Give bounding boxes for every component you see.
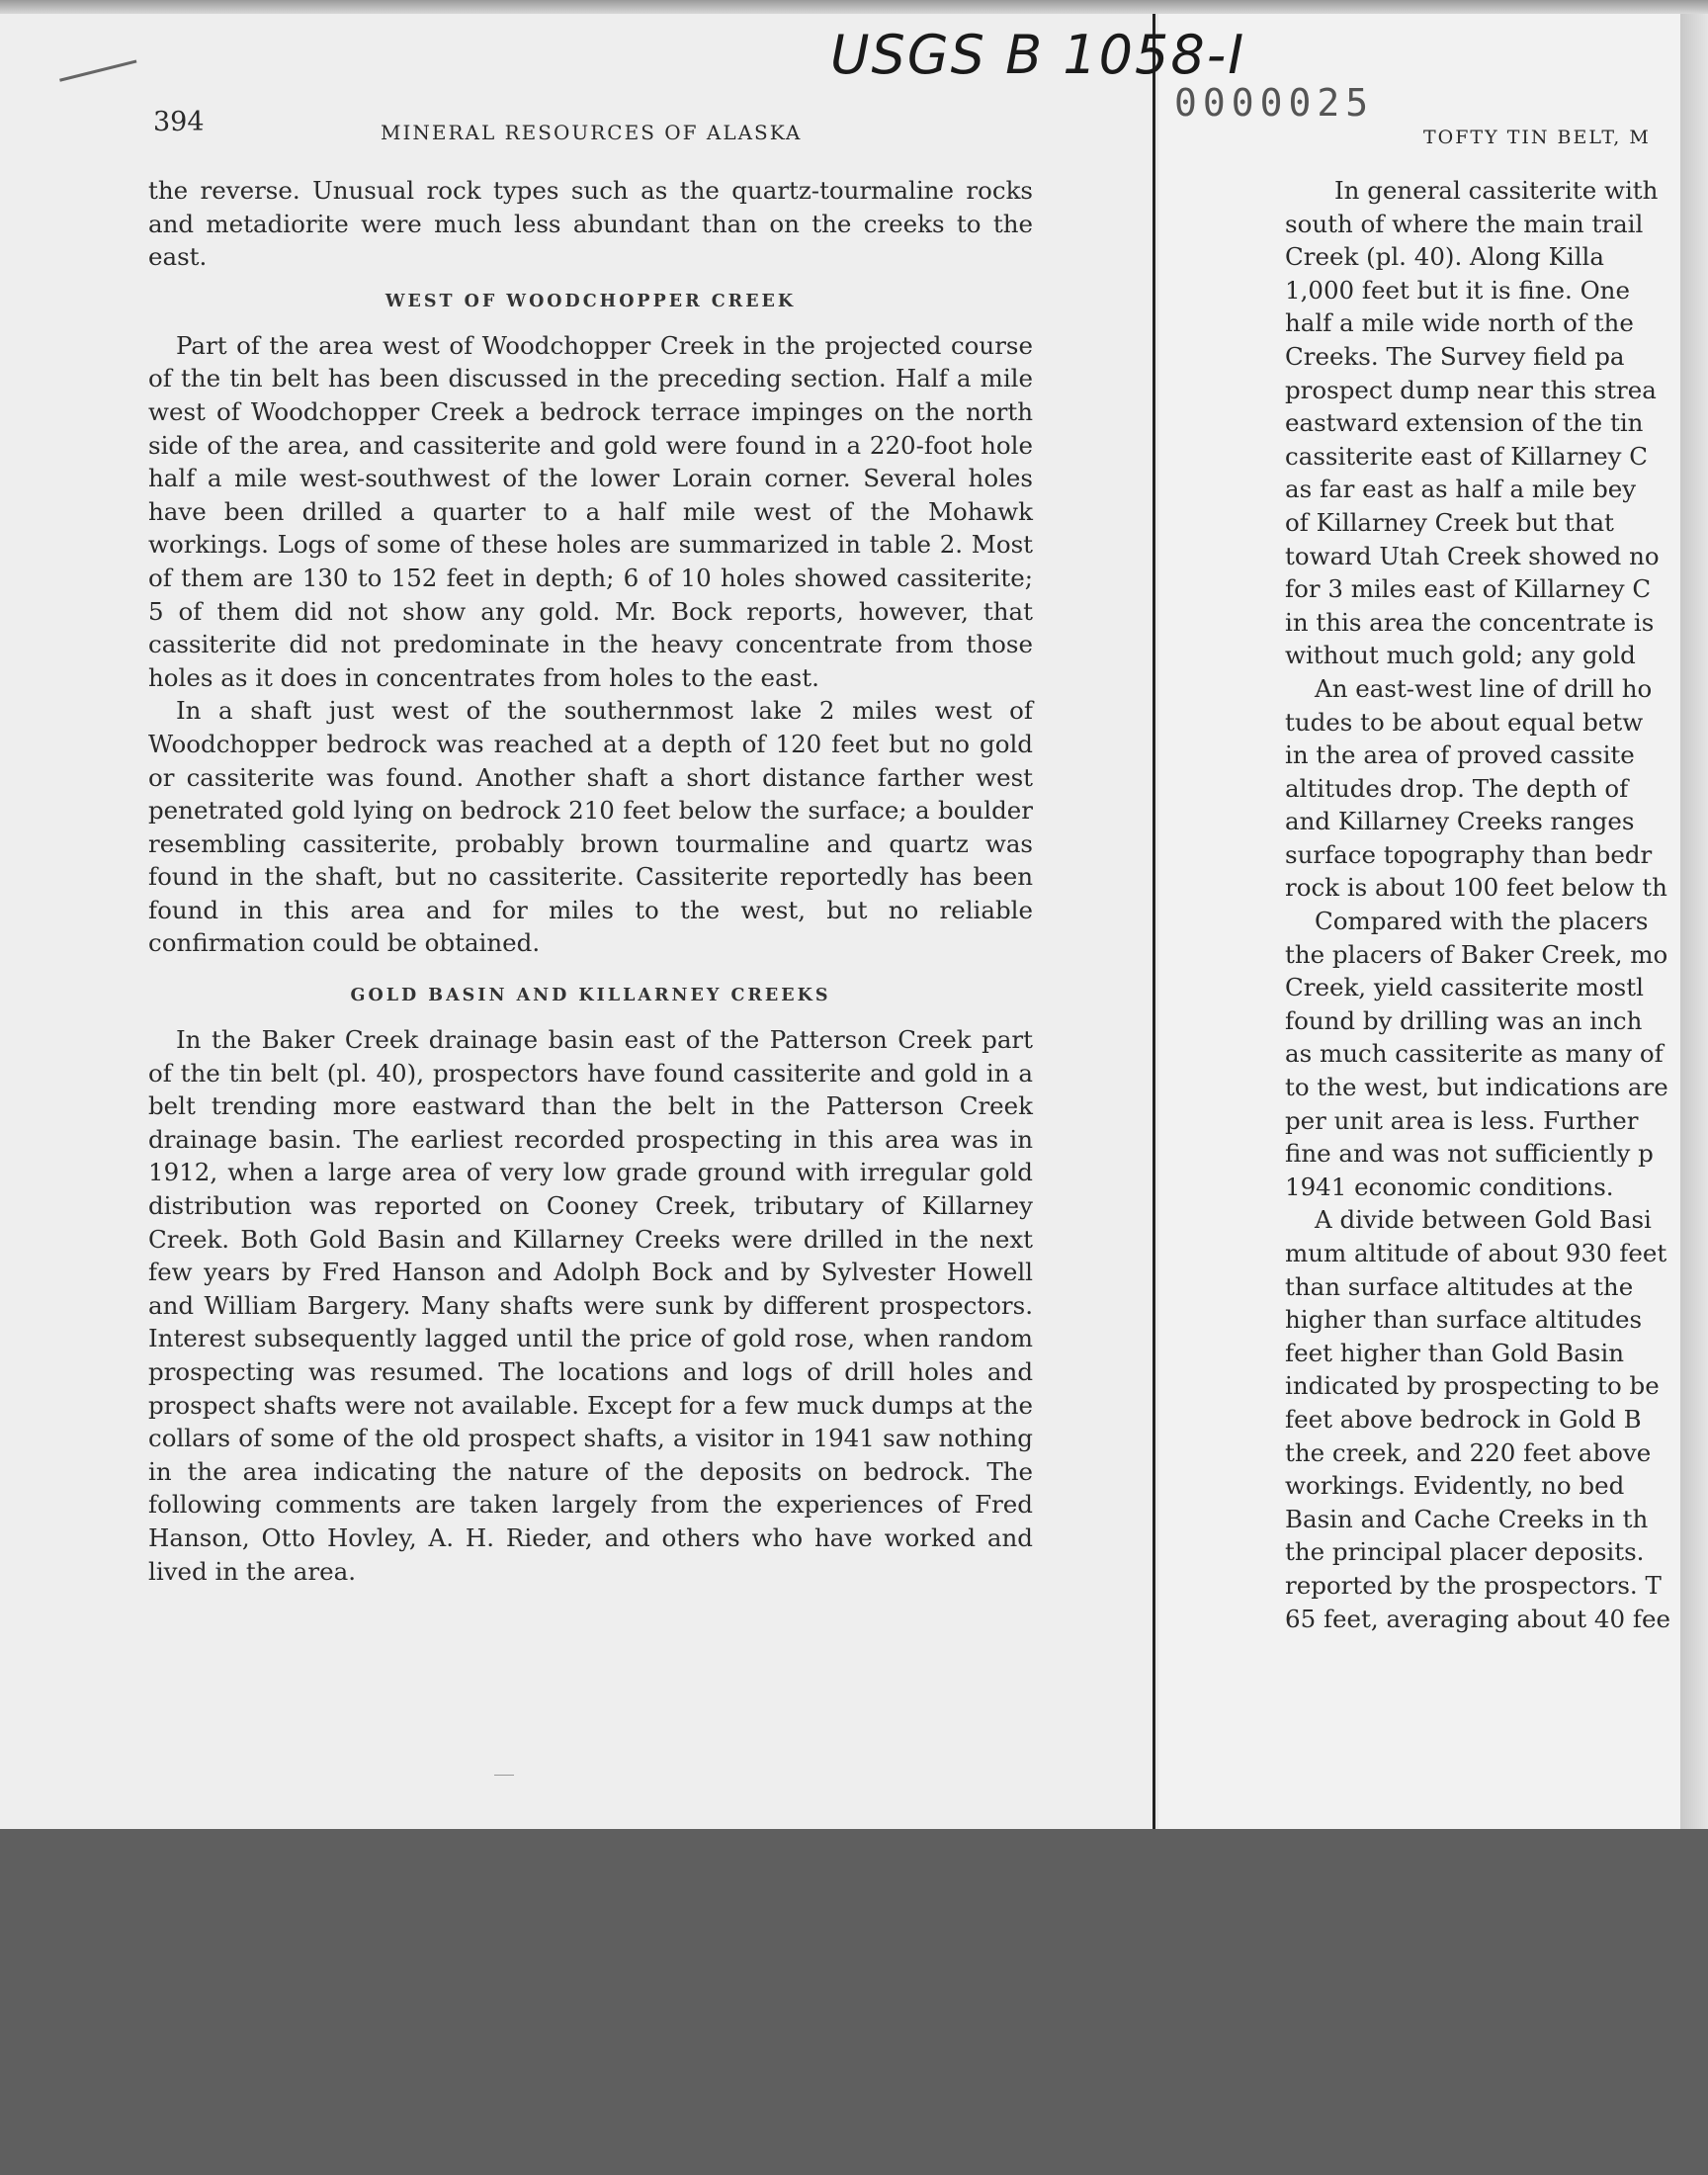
- page-mark: [494, 1775, 514, 1776]
- left-page-body: [148, 174, 1033, 1588]
- running-head: MINERAL RESOURCES OF ALASKA: [381, 121, 803, 144]
- paragraph: In a shaft just west of the southernmost lake 2 miles west of Woodchopper bedrock was reached at a depth of 120 feet but no gold or cassiterite was found. Another shaft a short distance farther west penetrated gold lying on bedrock 210 feet below the surface; a boulder resembling cassiterite, probably brown tourmaline and quartz was found in the shaft, but no cassiterite. Cassiterite reportedly has been found in this area and for miles to the west, but no reliable confirmation could be obtained.: [148, 696, 1033, 958]
- right-column-line: fine and was not sufficiently p: [1285, 1139, 1654, 1169]
- right-column-line: rock is about 100 feet below th: [1285, 873, 1667, 903]
- right-column-line: feet higher than Gold Basin: [1285, 1338, 1624, 1367]
- paragraph: In the Baker Creek drainage basin east of the Patterson Creek part of the tin belt (pl. 40), prospectors have found cassiterite and gold in a belt trending more eastward than the belt in the Patterson Creek drainage basin. The earliest recorded prospecting in this area was in 1912, when a large area of very low grade ground with irregular gold distribution was reported on Cooney Creek, tributary of Killarney Creek. Both Gold Basin and Killarney Creeks were drilled in the next few years by Fred Hanson and Adolph Bock and by Sylvester Howell and William Bargery. Many shafts were sunk by different prospectors. Interest subsequently lagged until the price of gold rose, when random prospecting was resumed. The locations and logs of drill holes and prospect shafts were not available. Except for a few muck dumps at the collars of some of the old prospect shafts, a visitor in 1941 saw nothing in the area indicating the nature of the deposits on bedrock. The following comments are taken largely from the experiences of Fred Hanson, Otto Hovley, A. H. Rieder, and others who have worked and lived in the area.: [148, 1025, 1033, 1586]
- right-column-line: the creek, and 220 feet above: [1285, 1437, 1652, 1467]
- scanner-background: [0, 1829, 1708, 2175]
- right-column-line: In general cassiterite with: [1334, 176, 1659, 205]
- right-column-line: south of where the main trail: [1285, 209, 1644, 238]
- right-column-line: in this area the concentrate is: [1285, 607, 1655, 637]
- right-column-line: higher than surface altitudes: [1285, 1305, 1643, 1335]
- gutter-line: [1153, 14, 1155, 1829]
- right-column-line: than surface altitudes at the: [1285, 1271, 1634, 1301]
- stamp-number: 0000025: [1174, 81, 1375, 125]
- right-column-line: as much cassiterite as many of: [1285, 1039, 1664, 1069]
- right-column-line: per unit area is less. Further: [1285, 1105, 1639, 1135]
- section-heading-gold-basin: GOLD BASIN AND KILLARNEY CREEKS: [350, 986, 831, 1006]
- right-column-line: found by drilling was an inch: [1285, 1005, 1643, 1035]
- page-number: 394: [153, 107, 205, 137]
- right-column-line: Creek, yield cassiterite mostl: [1285, 973, 1644, 1002]
- right-column-line: 65 feet, averaging about 40 fee: [1285, 1604, 1670, 1633]
- running-head-right: TOFTY TIN BELT, M: [1423, 127, 1651, 148]
- right-column-line: to the west, but indications are: [1285, 1073, 1668, 1102]
- right-column-line: indicated by prospecting to be: [1285, 1371, 1660, 1401]
- right-column-line: workings. Evidently, no bed: [1285, 1471, 1625, 1501]
- right-column-line: 1941 economic conditions.: [1285, 1172, 1614, 1201]
- right-column-line: and Killarney Creeks ranges: [1285, 807, 1635, 836]
- right-column-line: An east-west line of drill ho: [1315, 673, 1653, 703]
- section-heading-west-of-woodchopper: WEST OF WOODCHOPPER CREEK: [384, 291, 797, 311]
- right-column-line: tudes to be about equal betw: [1285, 707, 1644, 737]
- right-column-line: as far east as half a mile bey: [1285, 475, 1637, 504]
- right-column-line: Compared with the placers: [1315, 907, 1649, 936]
- right-column-line: Basin and Cache Creeks in th: [1285, 1504, 1649, 1533]
- right-column-line: without much gold; any gold: [1285, 641, 1636, 670]
- right-column-line: the placers of Baker Creek, mo: [1285, 939, 1668, 969]
- handwritten-document-id: USGS B 1058-I: [830, 24, 1246, 86]
- right-column-line: half a mile wide north of the: [1285, 308, 1634, 338]
- right-column-line: mum altitude of about 930 feet: [1285, 1239, 1667, 1267]
- right-column-line: for 3 miles east of Killarney C: [1285, 574, 1652, 604]
- right-column-line: cassiterite east of Killarney C: [1285, 441, 1649, 471]
- right-column-line: eastward extension of the tin: [1285, 408, 1644, 438]
- right-column-line: in the area of proved cassite: [1285, 740, 1635, 770]
- scan-top-edge: [0, 0, 1708, 14]
- right-column-line: altitudes drop. The depth of: [1285, 773, 1629, 803]
- opening-paragraph: the reverse. Unusual rock types such as the quartz-tourmaline rocks and metadiorite were much less abundant than on the creeks to the east.: [148, 176, 1033, 272]
- right-column-line: the principal placer deposits.: [1285, 1537, 1645, 1567]
- right-column-line: 1,000 feet but it is fine. One: [1285, 275, 1630, 304]
- right-column-line: Creeks. The Survey field pa: [1285, 341, 1625, 371]
- right-column-line: A divide between Gold Basi: [1315, 1205, 1652, 1235]
- right-column-line: surface topography than bedr: [1285, 839, 1653, 869]
- right-page-body: [1285, 174, 1700, 1635]
- paragraph: Part of the area west of Woodchopper Creek in the projected course of the tin belt has been discussed in the preceding section. Half a mile west of Woodchopper Creek a bedrock terrace impinges on the north side of the area, and cassiterite and gold were found in a 220-foot hole half a mile west-southwest of the lower Lorain corner. Several holes have been drilled a quarter to a half mile west of the Mohawk workings. Logs of some of these holes are summarized in table 2. Most of them are 130 to 152 feet in depth; 6 of 10 holes showed cassiterite; 5 of them did not show any gold. Mr. Bock reports, however, that cassiterite did not predominate in the heavy concentrate from those holes as it does in concentrates from holes to the east.: [148, 330, 1033, 692]
- right-column-line: reported by the prospectors. T: [1285, 1570, 1662, 1600]
- right-column-line: feet above bedrock in Gold B: [1285, 1404, 1642, 1434]
- right-column-line: prospect dump near this strea: [1285, 375, 1657, 404]
- right-column-line: of Killarney Creek but that: [1285, 507, 1614, 537]
- right-column-line: toward Utah Creek showed no: [1285, 541, 1660, 570]
- right-column-line: Creek (pl. 40). Along Killa: [1285, 242, 1604, 272]
